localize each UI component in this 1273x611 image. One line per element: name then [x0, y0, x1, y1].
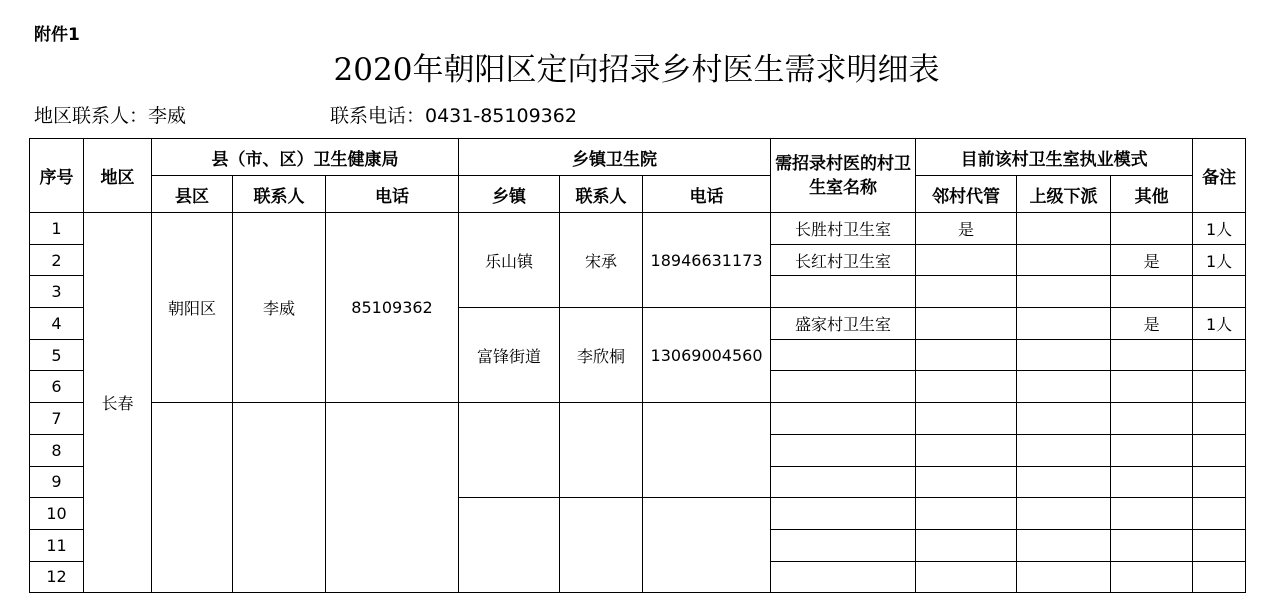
neighbor-cell: 是 — [916, 213, 1017, 245]
header-seq: 序号 — [30, 139, 84, 213]
dispatch-cell — [1017, 529, 1111, 561]
note-cell — [1193, 529, 1246, 561]
township-cell: 富锋街道 — [459, 308, 560, 403]
neighbor-cell — [916, 466, 1017, 498]
township-contact-cell-empty — [560, 403, 643, 498]
other-cell — [1111, 466, 1193, 498]
other-cell — [1111, 403, 1193, 435]
township-phone-cell: 13069004560 — [643, 308, 771, 403]
county-phone-cell-empty — [326, 403, 459, 593]
seq-cell: 11 — [30, 529, 84, 561]
requirements-table — [29, 138, 1246, 593]
note-cell: 1人 — [1193, 244, 1246, 276]
page-title: 2020年朝阳区定向招录乡村医生需求明细表 — [333, 52, 940, 88]
note-cell — [1193, 403, 1246, 435]
region-cell: 长春 — [84, 213, 152, 593]
header-practice-mode: 目前该村卫生室执业模式 — [916, 139, 1193, 176]
note-cell — [1193, 561, 1246, 593]
header-county-bureau: 县（市、区）卫生健康局 — [152, 139, 459, 176]
township-phone-cell: 18946631173 — [643, 213, 771, 308]
note-cell — [1193, 276, 1246, 308]
header-row-1 — [30, 139, 1246, 176]
header-clinic-name: 需招录村医的村卫生室名称 — [771, 139, 916, 213]
note-cell — [1193, 434, 1246, 466]
header-note: 备注 — [1193, 139, 1246, 213]
township-phone-cell-empty — [643, 498, 771, 593]
neighbor-cell — [916, 403, 1017, 435]
header-township: 乡镇 — [459, 176, 560, 213]
county-phone-cell: 85109362 — [326, 213, 459, 403]
table-row — [30, 403, 1246, 435]
clinic-cell — [771, 498, 916, 530]
dispatch-cell — [1017, 403, 1111, 435]
neighbor-cell — [916, 276, 1017, 308]
header-dispatch: 上级下派 — [1017, 176, 1111, 213]
neighbor-cell — [916, 529, 1017, 561]
clinic-cell — [771, 561, 916, 593]
note-cell: 1人 — [1193, 308, 1246, 340]
note-cell: 1人 — [1193, 213, 1246, 245]
other-cell — [1111, 339, 1193, 371]
dispatch-cell — [1017, 339, 1111, 371]
clinic-cell — [771, 371, 916, 403]
header-township-phone: 电话 — [643, 176, 771, 213]
neighbor-cell — [916, 308, 1017, 340]
neighbor-cell — [916, 244, 1017, 276]
other-cell — [1111, 561, 1193, 593]
clinic-cell — [771, 529, 916, 561]
clinic-cell: 长胜村卫生室 — [771, 213, 916, 245]
seq-cell: 5 — [30, 339, 84, 371]
dispatch-cell — [1017, 213, 1111, 245]
seq-cell: 3 — [30, 276, 84, 308]
clinic-cell — [771, 434, 916, 466]
township-phone-cell-empty — [643, 403, 771, 498]
note-cell — [1193, 498, 1246, 530]
clinic-cell: 长红村卫生室 — [771, 244, 916, 276]
seq-cell: 1 — [30, 213, 84, 245]
other-cell — [1111, 529, 1193, 561]
other-cell: 是 — [1111, 244, 1193, 276]
township-cell: 乐山镇 — [459, 213, 560, 308]
neighbor-cell — [916, 434, 1017, 466]
dispatch-cell — [1017, 498, 1111, 530]
dispatch-cell — [1017, 466, 1111, 498]
clinic-cell — [771, 466, 916, 498]
other-cell — [1111, 213, 1193, 245]
seq-cell: 12 — [30, 561, 84, 593]
neighbor-cell — [916, 339, 1017, 371]
header-township-contact: 联系人 — [560, 176, 643, 213]
dispatch-cell — [1017, 244, 1111, 276]
county-contact-cell: 李威 — [233, 213, 326, 403]
dispatch-cell — [1017, 276, 1111, 308]
other-cell — [1111, 276, 1193, 308]
neighbor-cell — [916, 561, 1017, 593]
header-phone: 电话 — [326, 176, 459, 213]
table-row — [30, 213, 1246, 245]
note-cell — [1193, 339, 1246, 371]
clinic-cell — [771, 403, 916, 435]
county-contact-cell-empty — [233, 403, 326, 593]
note-cell — [1193, 466, 1246, 498]
county-cell: 朝阳区 — [152, 213, 233, 403]
dispatch-cell — [1017, 308, 1111, 340]
clinic-cell: 盛家村卫生室 — [771, 308, 916, 340]
neighbor-cell — [916, 371, 1017, 403]
township-cell-empty — [459, 403, 560, 498]
county-cell-empty — [152, 403, 233, 593]
note-cell — [1193, 371, 1246, 403]
dispatch-cell — [1017, 371, 1111, 403]
header-row-2 — [30, 176, 1246, 213]
seq-cell: 9 — [30, 466, 84, 498]
seq-cell: 7 — [30, 403, 84, 435]
header-county: 县区 — [152, 176, 233, 213]
seq-cell: 4 — [30, 308, 84, 340]
seq-cell: 6 — [30, 371, 84, 403]
township-contact-cell-empty — [560, 498, 643, 593]
clinic-cell — [771, 339, 916, 371]
attachment-label: 附件1 — [34, 25, 80, 45]
other-cell — [1111, 434, 1193, 466]
other-cell: 是 — [1111, 308, 1193, 340]
dispatch-cell — [1017, 561, 1111, 593]
header-region: 地区 — [84, 139, 152, 213]
dispatch-cell — [1017, 434, 1111, 466]
header-neighbor: 邻村代管 — [916, 176, 1017, 213]
seq-cell: 10 — [30, 498, 84, 530]
township-contact-cell: 李欣桐 — [560, 308, 643, 403]
other-cell — [1111, 498, 1193, 530]
header-township-hospital: 乡镇卫生院 — [459, 139, 771, 176]
contact-phone: 联系电话：0431-85109362 — [330, 105, 577, 127]
township-contact-cell: 宋承 — [560, 213, 643, 308]
seq-cell: 2 — [30, 244, 84, 276]
other-cell — [1111, 371, 1193, 403]
header-other: 其他 — [1111, 176, 1193, 213]
township-cell-empty — [459, 498, 560, 593]
clinic-cell — [771, 276, 916, 308]
header-contact: 联系人 — [233, 176, 326, 213]
seq-cell: 8 — [30, 434, 84, 466]
region-contact: 地区联系人：李威 — [34, 105, 187, 127]
neighbor-cell — [916, 498, 1017, 530]
